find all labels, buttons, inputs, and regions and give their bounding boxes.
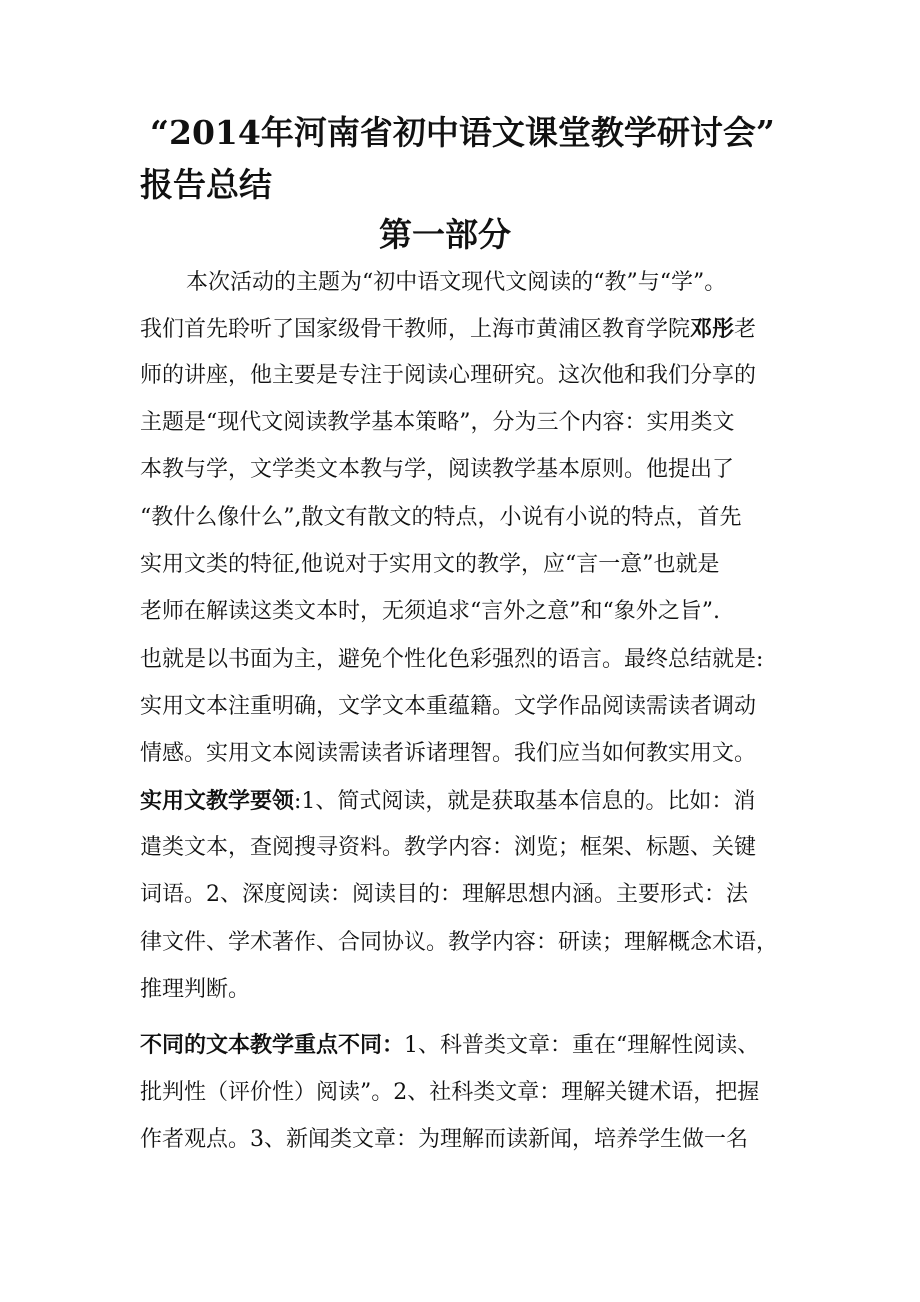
paragraph-1-line-10: 实用文本注重明确，文学文本重蕴籍。文学作品阅读需读者调动 (140, 694, 757, 719)
paragraph-1-line-5: 本教与学，文学类文本教与学，阅读教学基本原则。他提出了 (140, 457, 735, 482)
paragraph-1-line-7: 实用文类的特征,他说对于实用文的教学，应“言一意”也就是 (140, 552, 720, 577)
paragraph-1-line-4: 主题是“现代文阅读教学基本策略”，分为三个内容：实用类文 (140, 410, 735, 435)
document-title-line-1: “2014年河南省初中语文课堂教学研讨会” (150, 113, 775, 152)
paragraph-3-line-2: 批判性（评价性）阅读”。2、社科类文章：理解关键术语，把握 (140, 1080, 760, 1105)
paragraph-1-line-2-end: 老 (734, 317, 757, 342)
paragraph-1-line-2 (140, 314, 790, 345)
paragraph-3-lead: 不同的文本教学重点不同： (140, 1032, 405, 1058)
paragraph-1-line-3: 师的讲座，他主要是专注于阅读心理研究。这次他和我们分享的 (140, 363, 757, 388)
paragraph-1-line-1: 本次活动的主题为“初中语文现代文阅读的“教”与“学”。 (186, 270, 727, 295)
paragraph-3-line-3: 作者观点。3、新闻类文章：为理解而读新闻，培养学生做一名 (140, 1127, 748, 1152)
paragraph-1-line-6: “教什么像什么”,散文有散文的特点，小说有小说的特点，首先 (140, 505, 742, 530)
paragraph-3-line-1-text: 1、科普类文章：重在“理解性阅读、 (404, 1033, 760, 1058)
paragraph-2-line-1 (140, 786, 790, 817)
paragraph-2-line-4: 律文件、学术著作、合同协议。教学内容：研读；理解概念术语， (140, 930, 779, 955)
paragraph-1-line-9: 也就是以书面为主，避免个性化色彩强烈的语言。最终总结就是: (140, 647, 764, 672)
paragraph-2-line-1-text: :1、简式阅读，就是获取基本信息的。比如：消 (294, 789, 756, 814)
paragraph-1-line-11: 情感。实用文本阅读需读者诉诸理智。我们应当如何教实用文。 (140, 741, 757, 766)
document-title-line-2: 报告总结 (140, 165, 272, 204)
speaker-name: 邓彤 (690, 316, 735, 342)
paragraph-1-line-2-text: 我们首先聆听了国家级骨干教师，上海市黄浦区教育学院 (140, 317, 691, 342)
paragraph-2-line-2: 遣类文本，查阅搜寻资料。教学内容：浏览；框架、标题、关键 (140, 835, 757, 860)
paragraph-2-lead: 实用文教学要领 (140, 788, 295, 814)
section-heading: 第一部分 (379, 215, 511, 254)
paragraph-1-line-8: 老师在解读这类文本时，无须追求“言外之意”和“象外之旨”. (140, 599, 720, 624)
paragraph-2-line-5: 推理判断。 (140, 977, 251, 1002)
paragraph-2-line-3: 词语。2、深度阅读：阅读目的：理解思想内涵。主要形式：法 (140, 882, 748, 907)
paragraph-3-line-1 (140, 1030, 790, 1061)
